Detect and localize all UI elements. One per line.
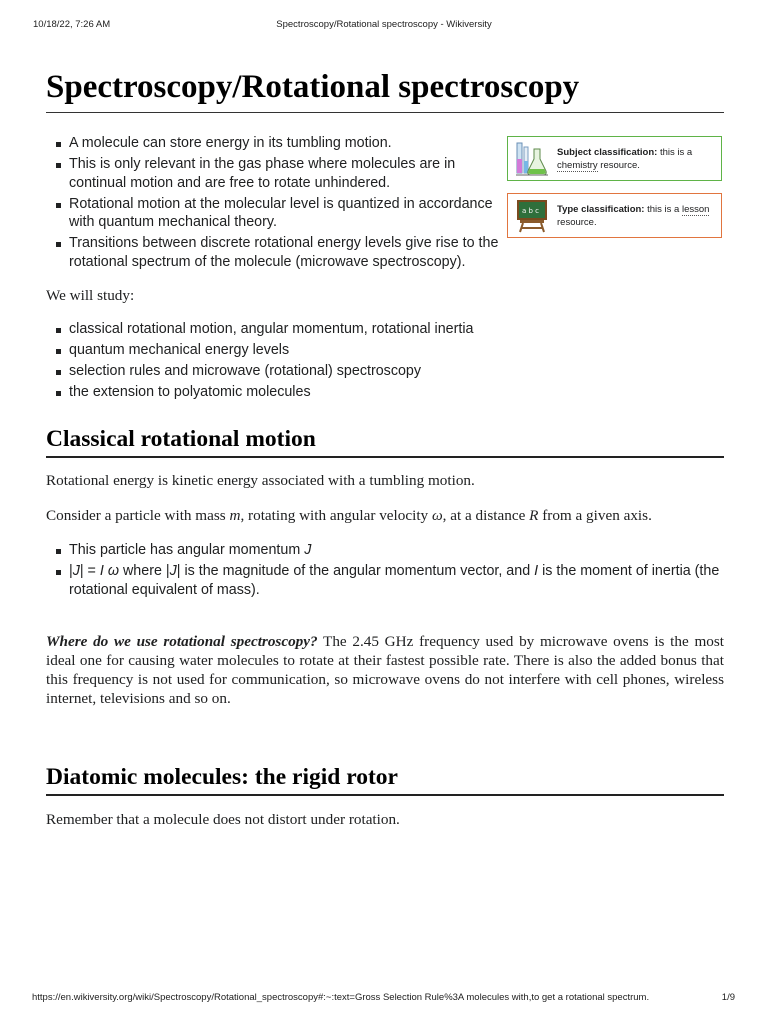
paragraph-rotational-energy: Rotational energy is kinetic energy associated with a tumbling motion. bbox=[46, 472, 475, 489]
type-classification-box bbox=[507, 193, 722, 238]
list-item: Transitions between discrete rotational energy levels give rise to the rotational spectrum of the molecule (microwave spectroscopy). bbox=[46, 234, 506, 271]
svg-text:a b c: a b c bbox=[522, 207, 540, 215]
subject-classification-text bbox=[557, 146, 715, 172]
symbol-omega: ω bbox=[431, 507, 443, 524]
text-span: | bbox=[69, 563, 73, 579]
symbol-j: J bbox=[169, 563, 177, 579]
text-span: is the moment of inertia (the rotational equivalent of mass). bbox=[69, 563, 720, 598]
subject-classification-suffix: resource. bbox=[597, 160, 640, 171]
print-url: https://en.wikiversity.org/wiki/Spectroscopy/Rotational_spectroscopy#:~:text=Gross Selection Rule%3A molecules with,to get a rotational spectrum. bbox=[32, 992, 650, 1003]
text-span: | is the magnitude of the angular momentum vector, and bbox=[176, 563, 535, 579]
list-item bbox=[46, 541, 724, 560]
print-header bbox=[0, 19, 768, 31]
symbol-m: m bbox=[229, 507, 241, 524]
section-heading-diatomic: Diatomic molecules: the rigid rotor bbox=[46, 762, 724, 796]
symbol-j: J bbox=[72, 563, 80, 579]
symbol-r: R bbox=[529, 507, 539, 524]
intro-bullet-list bbox=[46, 134, 506, 274]
list-item: the extension to polyatomic molecules bbox=[46, 383, 724, 402]
article-content bbox=[46, 62, 724, 828]
symbol-omega: ω bbox=[107, 563, 119, 579]
print-page-title: Spectroscopy/Rotational spectroscopy - Wikiversity bbox=[276, 19, 492, 30]
print-page-number: 1/9 bbox=[721, 992, 735, 1003]
paragraph-remember: Remember that a molecule does not distort under rotation. bbox=[46, 811, 400, 828]
print-datetime: 10/18/22, 7:26 AM bbox=[33, 19, 111, 30]
text-span: , at a distance bbox=[442, 507, 530, 524]
text-span: Consider a particle with mass bbox=[46, 507, 230, 524]
where-text: The 2.45 GHz frequency used by microwave ovens is the most ideal one for causing water molecules to rotate at their fastest possible rate. There is also the added bonus that this frequency is not used for communication, so microwave ovens do not interfere with cell phones, wireless internet, televisions and so on. bbox=[46, 633, 724, 707]
list-item: selection rules and microwave (rotational) spectroscopy bbox=[46, 362, 724, 381]
symbol-j: J bbox=[304, 542, 312, 558]
paragraph-consider-particle bbox=[46, 506, 724, 525]
study-bullet-list bbox=[46, 320, 724, 404]
text-span: | = bbox=[79, 563, 100, 579]
subject-classification-box bbox=[507, 136, 722, 181]
angular-momentum-list bbox=[46, 541, 724, 602]
type-classification-connector: this is a bbox=[644, 204, 682, 215]
text-span: where | bbox=[119, 563, 170, 579]
study-intro: We will study: bbox=[46, 287, 135, 304]
where-lead: Where do we use rotational spectroscopy? bbox=[46, 633, 318, 650]
text-span: from a given axis. bbox=[538, 507, 652, 524]
section-heading-classical: Classical rotational motion bbox=[46, 424, 724, 458]
lesson-link[interactable]: lesson bbox=[681, 204, 710, 215]
type-classification-label: Type classification: bbox=[557, 204, 645, 215]
symbol-i: I bbox=[99, 563, 104, 579]
chemistry-link[interactable]: chemistry bbox=[557, 160, 598, 171]
page-title: Spectroscopy/Rotational spectroscopy bbox=[46, 62, 724, 113]
paragraph-where-used bbox=[46, 632, 724, 708]
list-item: Rotational motion at the molecular level is quantized in accordance with quantum mechanical theory. bbox=[46, 195, 506, 232]
subject-classification-label: Subject classification: bbox=[557, 147, 658, 158]
symbol-i: I bbox=[534, 563, 539, 579]
text-span: , rotating with angular velocity bbox=[240, 507, 432, 524]
print-footer bbox=[0, 992, 768, 1004]
chalkboard-icon bbox=[514, 198, 550, 234]
text-span: This particle has angular momentum bbox=[69, 542, 305, 558]
list-item bbox=[46, 562, 724, 599]
list-item: classical rotational motion, angular momentum, rotational inertia bbox=[46, 320, 724, 339]
list-item: A molecule can store energy in its tumbling motion. bbox=[46, 134, 506, 153]
type-classification-suffix: resource. bbox=[557, 217, 597, 228]
list-item: This is only relevant in the gas phase where molecules are in continual motion and are free to rotate unhindered. bbox=[46, 155, 506, 192]
chemistry-flask-icon bbox=[514, 141, 550, 177]
subject-classification-connector: this is a bbox=[657, 147, 693, 158]
list-item: quantum mechanical energy levels bbox=[46, 341, 724, 360]
type-classification-text bbox=[557, 203, 715, 229]
